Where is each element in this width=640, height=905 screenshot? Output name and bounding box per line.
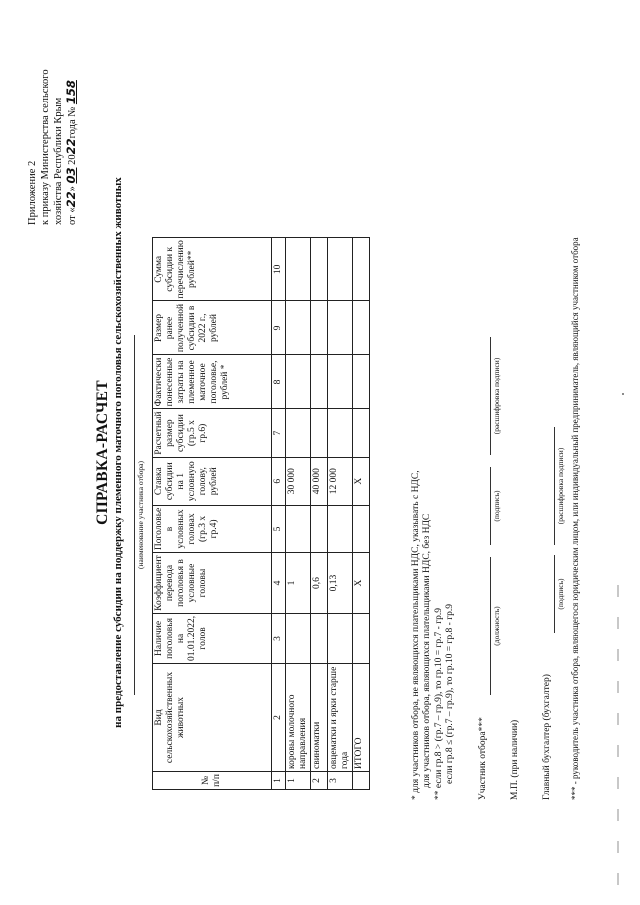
annex-line-3: хозяйства Республики Крым (53, 97, 64, 225)
column-number: 5 (272, 505, 286, 552)
herd-count-cell (311, 613, 328, 663)
row-number: 3 (328, 772, 353, 790)
conditional-heads-cell (311, 505, 328, 552)
calculated-subsidy-cell (311, 409, 328, 457)
table-header-row (153, 238, 272, 790)
column-number: 7 (272, 409, 286, 457)
herd-count-cell (353, 613, 370, 663)
conditional-heads-cell (353, 505, 370, 552)
received-subsidy-cell (328, 301, 353, 355)
date-prefix: от « (67, 207, 78, 225)
herd-count-cell (286, 613, 311, 663)
column-number: 3 (272, 613, 286, 663)
subsidy-to-transfer-cell (311, 238, 328, 301)
coefficient-cell: 0,13 (328, 553, 353, 614)
footer-note: *** - руководитель участника отбора, являющегося юридическим лицом, или индивидуальный предприниматель, являющийся участником отбора (570, 237, 580, 800)
column-number: 4 (272, 553, 286, 614)
row-number: 2 (311, 772, 328, 790)
annex-line-2: к приказу Министерства сельского (40, 69, 51, 225)
header-cell: Сумма субсидии к перечислению рублей** (153, 238, 272, 301)
seal-label: М.П. (при наличии) (510, 719, 520, 800)
signature-line (490, 467, 491, 545)
annex-date-line (65, 15, 79, 225)
herd-count-cell (328, 613, 353, 663)
animal-kind: овцематки и ярки старше года (328, 664, 353, 772)
document-title: СПРАВКА-РАСЧЕТ (94, 380, 111, 525)
column-number: 1 (272, 772, 286, 790)
order-number: 158 (64, 80, 78, 105)
actual-costs-cell (286, 355, 311, 409)
calculated-subsidy-cell (328, 409, 353, 457)
table-row (328, 238, 353, 790)
footnote-2: ** если гр.8 > (гр.7 – гр.9), то гр.10 = гр.7 - гр.9 (434, 608, 444, 800)
header-cell: Фактически понесенные затраты на племенное маточное поголовье, рублей * (153, 355, 272, 409)
document-subtitle: на предоставление субсидии на поддержку племенного маточного поголовья сельскохозяйственных животных (112, 177, 124, 728)
column-number: 9 (272, 301, 286, 355)
coefficient-cell: X (353, 553, 370, 614)
scan-edge-marks (606, 19, 612, 885)
total-label: ИТОГО (353, 664, 370, 772)
accountant-label: Главный бухгалтер (бухгалтер) (542, 674, 552, 800)
actual-costs-cell (353, 355, 370, 409)
received-subsidy-cell (353, 301, 370, 355)
header-cell: Вид сельскохозяйственных животных (153, 664, 272, 772)
coefficient-cell: 1 (286, 553, 311, 614)
conditional-heads-cell (328, 505, 353, 552)
table-total-row (353, 238, 370, 790)
header-cell: Расчетный размер субсидии (гр.5 х гр.6) (153, 409, 272, 457)
participant-name-caption: (наименование участника отбора) (136, 461, 145, 569)
table-row (286, 238, 311, 790)
rate-cell: 12 000 (328, 457, 353, 505)
decoding-caption: (расшифровка подписи) (492, 357, 501, 435)
header-cell: Ставка субсидии на 1 условную голову, рублей (153, 457, 272, 505)
date-quote: » (67, 186, 78, 192)
decoding-line (490, 337, 491, 455)
header-cell: Коэффициент перевода поголовья в условные головы (153, 553, 272, 614)
actual-costs-cell (328, 355, 353, 409)
column-number: 8 (272, 355, 286, 409)
rate-cell: 30 000 (286, 457, 311, 505)
footnote-2-continued: если гр.8 ≤ (гр.7 – гр.9), то гр.10 = гр.8 - гр.9 (445, 604, 455, 784)
footnote-1: * для участников отбора, не являющихся плательщиками НДС, указывать с НДС, (411, 470, 421, 800)
column-number: 10 (272, 238, 286, 301)
header-cell: Поголовье в условных головах (гр.3 х гр.4) (153, 505, 272, 552)
annex-line-1: Приложение 2 (27, 160, 38, 225)
accountant-signature-line (554, 555, 555, 633)
column-number: 2 (272, 664, 286, 772)
subsidy-to-transfer-cell (328, 238, 353, 301)
position-caption: (должность) (492, 606, 501, 646)
footnote-1-continued: для участников отбора, являющихся плательщиками НДС, без НДС (422, 513, 432, 788)
actual-costs-cell (311, 355, 328, 409)
date-day: 22 (64, 191, 78, 208)
scan-speck (622, 393, 624, 395)
row-number: 1 (286, 772, 311, 790)
accountant-decoding-caption: (расшифровка подписи) (556, 447, 565, 525)
animal-kind: коровы молочного направления (286, 664, 311, 772)
calculated-subsidy-cell (353, 409, 370, 457)
calculation-table (152, 237, 370, 790)
header-cell: Наличие поголовья на 01.01.2022, голов (153, 613, 272, 663)
accountant-signature-caption: (подпись) (556, 578, 565, 610)
participant-name-line (134, 335, 135, 695)
date-year: 22 (64, 138, 78, 155)
participant-label: Участник отбора*** (478, 717, 488, 800)
annex-block (26, 15, 79, 225)
column-number: 6 (272, 457, 286, 505)
received-subsidy-cell (311, 301, 328, 355)
header-cell: № п/п (153, 772, 272, 790)
position-line (490, 557, 491, 695)
coefficient-cell: 0,6 (311, 553, 328, 614)
date-suffix: года № (67, 106, 78, 139)
column-number-row (272, 238, 286, 790)
header-cell: Размер ранее полученной субсидии в 2022 г., рублей (153, 301, 272, 355)
signature-caption: (подпись) (492, 490, 501, 522)
subsidy-to-transfer-cell (286, 238, 311, 301)
conditional-heads-cell (286, 505, 311, 552)
date-year-prefix: 20 (67, 154, 78, 165)
subsidy-to-transfer-cell (353, 238, 370, 301)
date-month: 03 (64, 167, 78, 184)
table-row (311, 238, 328, 790)
rate-cell: 40 000 (311, 457, 328, 505)
calculated-subsidy-cell (286, 409, 311, 457)
rate-cell: X (353, 457, 370, 505)
accountant-decoding-line (554, 427, 555, 545)
received-subsidy-cell (286, 301, 311, 355)
animal-kind: свиноматки (311, 664, 328, 772)
row-number (353, 772, 370, 790)
